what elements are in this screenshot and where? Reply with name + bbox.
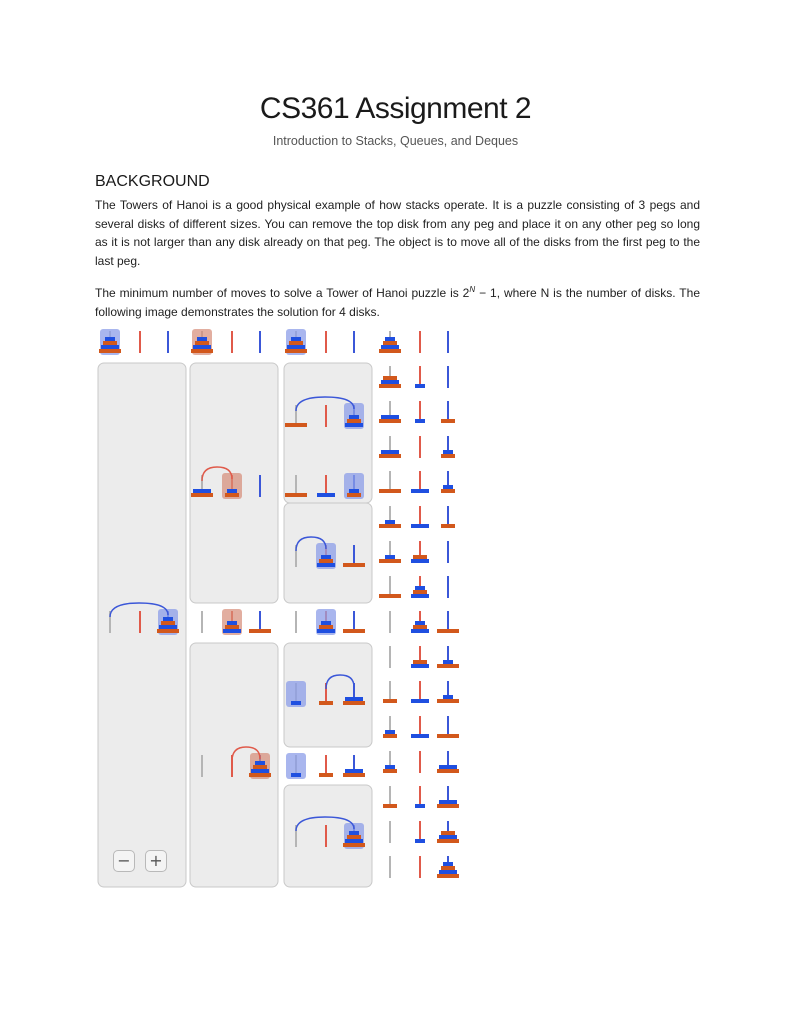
disk [319, 773, 333, 777]
disk [411, 734, 429, 738]
hanoi-state [383, 716, 459, 738]
disk [381, 450, 399, 454]
disk [317, 563, 335, 567]
disk [289, 341, 303, 345]
disk [441, 866, 455, 870]
disk [101, 345, 119, 349]
disk [383, 804, 397, 808]
hanoi-state [286, 753, 365, 779]
disk [345, 697, 363, 701]
disk [411, 664, 429, 668]
disk [383, 699, 397, 703]
disk [411, 524, 429, 528]
hanoi-state [285, 329, 354, 355]
disk [411, 629, 429, 633]
disk [193, 345, 211, 349]
disk [253, 765, 267, 769]
disk [379, 349, 401, 353]
disk [413, 660, 427, 664]
hanoi-state [383, 751, 459, 773]
disk [439, 870, 457, 874]
disk [385, 555, 395, 559]
disk [319, 701, 333, 705]
disk [379, 594, 401, 598]
disk [343, 563, 365, 567]
disk [227, 489, 237, 493]
disk [415, 419, 425, 423]
disk [285, 349, 307, 353]
disk [437, 804, 459, 808]
disk [415, 839, 425, 843]
disk [411, 559, 429, 563]
disk [441, 831, 455, 835]
disk [99, 349, 121, 353]
disk [191, 493, 213, 497]
disk [443, 485, 453, 489]
disk [191, 349, 213, 353]
hanoi-state [379, 471, 455, 493]
disk [385, 765, 395, 769]
hanoi-state [383, 786, 459, 808]
hanoi-state [390, 611, 459, 633]
hanoi-state [390, 646, 459, 668]
disk [347, 419, 361, 423]
hanoi-solution-figure [96, 327, 468, 894]
hanoi-state [390, 856, 459, 878]
disk [439, 800, 457, 804]
disk [345, 423, 363, 427]
formula-suffix: , where N is the number of disks. The following image demonstrates the solution for 4 disks. [95, 286, 700, 319]
disk [379, 419, 401, 423]
disk [415, 384, 425, 388]
disk [163, 617, 173, 621]
disk [317, 629, 335, 633]
disk [383, 769, 397, 773]
disk [343, 843, 365, 847]
disk [105, 337, 115, 341]
disk [195, 341, 209, 345]
disk [383, 376, 397, 380]
disk [157, 629, 179, 633]
hanoi-state [379, 401, 455, 423]
disk [379, 384, 401, 388]
disk [385, 337, 395, 341]
disk [343, 773, 365, 777]
disk [285, 423, 307, 427]
hanoi-state [99, 329, 168, 355]
disk [439, 765, 457, 769]
disk [285, 493, 307, 497]
disk [381, 380, 399, 384]
hanoi-state [379, 576, 448, 598]
disk [439, 835, 457, 839]
disk [343, 701, 365, 705]
disk [319, 559, 333, 563]
disk [411, 489, 429, 493]
disk [379, 524, 401, 528]
zoom-in-button[interactable]: + [145, 850, 167, 872]
disk [345, 839, 363, 843]
hanoi-state [379, 541, 448, 563]
disk [385, 730, 395, 734]
disk [317, 493, 335, 497]
disk [441, 454, 455, 458]
disk [349, 831, 359, 835]
disk [193, 489, 211, 493]
disk [413, 555, 427, 559]
disk [411, 594, 429, 598]
formula-prefix: The minimum number of moves to solve a Tower of Hanoi puzzle is 2 [95, 286, 470, 300]
disk [319, 625, 333, 629]
disk [437, 839, 459, 843]
disk [411, 699, 429, 703]
disk [223, 629, 241, 633]
disk [249, 773, 271, 777]
hanoi-state [379, 436, 455, 458]
disk [415, 804, 425, 808]
disk [225, 493, 239, 497]
hanoi-state [390, 821, 459, 843]
disk [251, 769, 269, 773]
disk [381, 345, 399, 349]
hanoi-state [296, 609, 365, 635]
hanoi-state [379, 506, 455, 528]
disk [161, 621, 175, 625]
disk [225, 625, 239, 629]
disk [249, 629, 271, 633]
disk [381, 415, 399, 419]
disk [347, 493, 361, 497]
disk [415, 586, 425, 590]
disk [385, 520, 395, 524]
disk [103, 341, 117, 345]
disk [443, 862, 453, 866]
disk [379, 454, 401, 458]
disk [383, 341, 397, 345]
disk [291, 701, 301, 705]
zoom-out-button[interactable]: − [113, 850, 135, 872]
disk [227, 621, 237, 625]
disk [379, 489, 401, 493]
disk [159, 625, 177, 629]
disk [441, 419, 455, 423]
disk [437, 874, 459, 878]
disk [413, 625, 427, 629]
disk [321, 555, 331, 559]
disk [347, 835, 361, 839]
disk [349, 489, 359, 493]
paragraph-intro: The Towers of Hanoi is a good physical example of how stacks operate. It is a puzzle consisting of 3 pegs and several disks of different sizes. You can remove the top disk from any peg and place it on any other peg so long as it is not larger than any disk already on that peg. The object is to move all of the disks from the first peg to the last peg. [95, 198, 700, 268]
page-subtitle: Introduction to Stacks, Queues, and Deques [272, 134, 519, 148]
hanoi-state [191, 329, 260, 355]
disk [443, 450, 453, 454]
disk [443, 660, 453, 664]
disk [321, 621, 331, 625]
disk [379, 559, 401, 563]
paragraph-min-moves [95, 281, 700, 321]
disk [291, 337, 301, 341]
disk [443, 695, 453, 699]
hanoi-state [379, 331, 448, 353]
disk [349, 415, 359, 419]
hanoi-state [379, 366, 448, 388]
hanoi-state [202, 609, 271, 635]
disk [197, 337, 207, 341]
hanoi-figure-canvas [96, 327, 468, 889]
page-title: CS361 Assignment 2 [259, 92, 532, 125]
formula-tail: − 1 [475, 286, 497, 300]
section-heading: BACKGROUND [95, 173, 210, 190]
disk [383, 734, 397, 738]
disk [437, 734, 459, 738]
disk [437, 769, 459, 773]
disk [345, 769, 363, 773]
formula-exponent: N [469, 285, 476, 294]
disk [437, 629, 459, 633]
disk [287, 345, 305, 349]
disk [437, 699, 459, 703]
disk [291, 773, 301, 777]
disk [255, 761, 265, 765]
disk [413, 590, 427, 594]
hanoi-state [383, 681, 459, 703]
disk [343, 629, 365, 633]
disk [437, 664, 459, 668]
disk [441, 489, 455, 493]
disk [415, 621, 425, 625]
disk [441, 524, 455, 528]
